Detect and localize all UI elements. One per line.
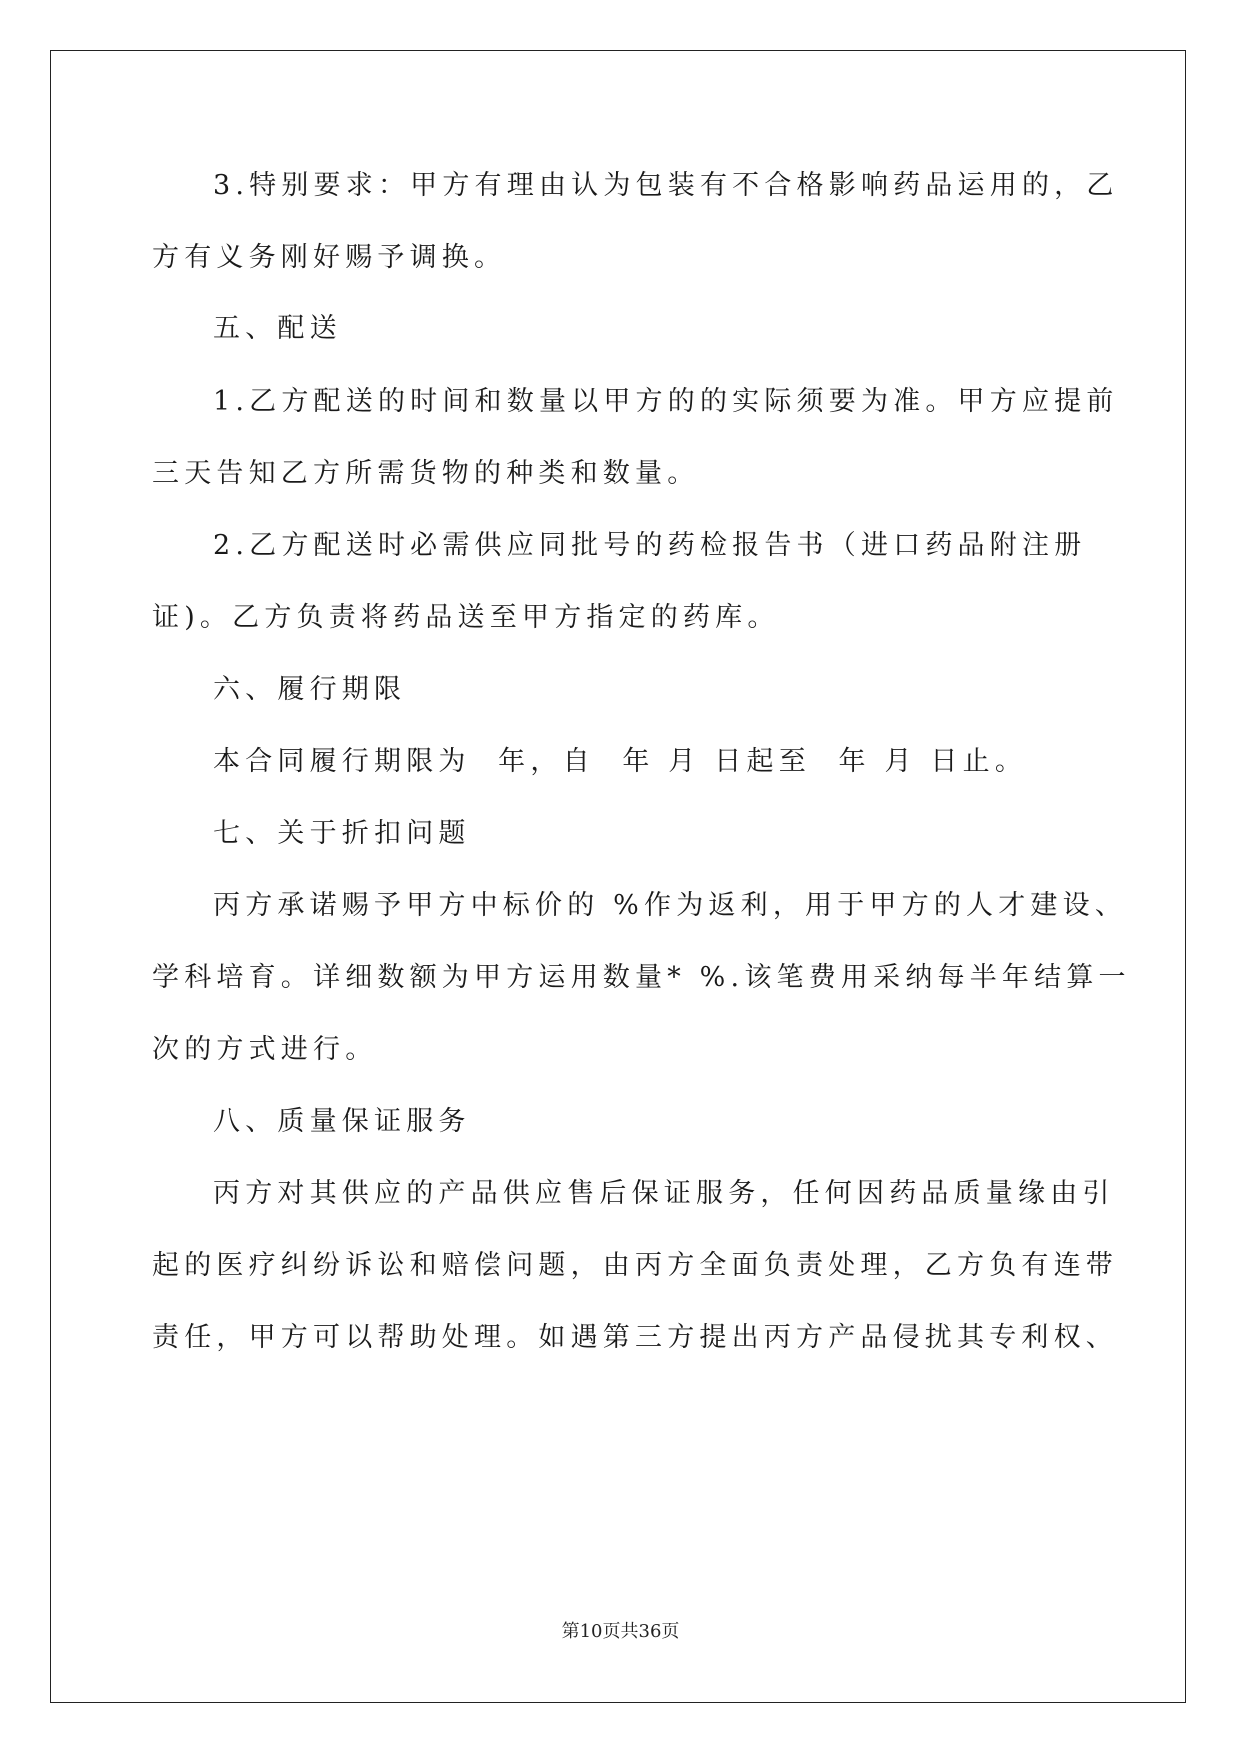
- paragraph-line: 丙方承诺赐予甲方中标价的 %作为返利，用于甲方的人才建设、: [213, 890, 1128, 921]
- page-footer: [0, 1620, 1241, 1644]
- paragraph-line: 2.乙方配送时必需供应同批号的药检报告书（进口药品附注册: [213, 530, 1087, 561]
- paragraph-line: 学科培育。详细数额为甲方运用数量* %.该笔费用采纳每半年结算一: [152, 962, 1131, 993]
- paragraph-line: 次的方式进行。: [152, 1034, 378, 1065]
- paragraph-line: 本合同履行期限为 年，自 年 月 日起至 年 月 日止。: [213, 746, 1028, 777]
- paragraph-line: 证)。乙方负责将药品送至甲方指定的药库。: [152, 602, 780, 633]
- section-heading: 五、配送: [213, 313, 342, 344]
- page-border: [50, 50, 1186, 1703]
- paragraph-line: 1.乙方配送的时间和数量以甲方的的实际须要为准。甲方应提前: [213, 386, 1119, 417]
- section-heading: 六、履行期限: [213, 674, 407, 705]
- page-total: 共36页: [620, 1621, 680, 1642]
- paragraph-line: 丙方对其供应的产品供应售后保证服务，任何因药品质量缘由引: [213, 1178, 1115, 1209]
- paragraph-line: 三天告知乙方所需货物的种类和数量。: [152, 458, 700, 489]
- section-heading: 七、关于折扣问题: [213, 818, 471, 849]
- paragraph-line: 起的医疗纠纷诉讼和赔偿问题，由丙方全面负责处理，乙方负有连带: [152, 1250, 1118, 1281]
- section-heading: 八、质量保证服务: [213, 1106, 471, 1137]
- page-number: 第10页: [561, 1621, 621, 1642]
- paragraph-line: 方有义务刚好赐予调换。: [152, 242, 507, 273]
- paragraph-line: 责任，甲方可以帮助处理。如遇第三方提出丙方产品侵扰其专利权、: [152, 1322, 1118, 1353]
- paragraph-line: 3.特别要求：甲方有理由认为包装有不合格影响药品运用的，乙: [213, 170, 1119, 201]
